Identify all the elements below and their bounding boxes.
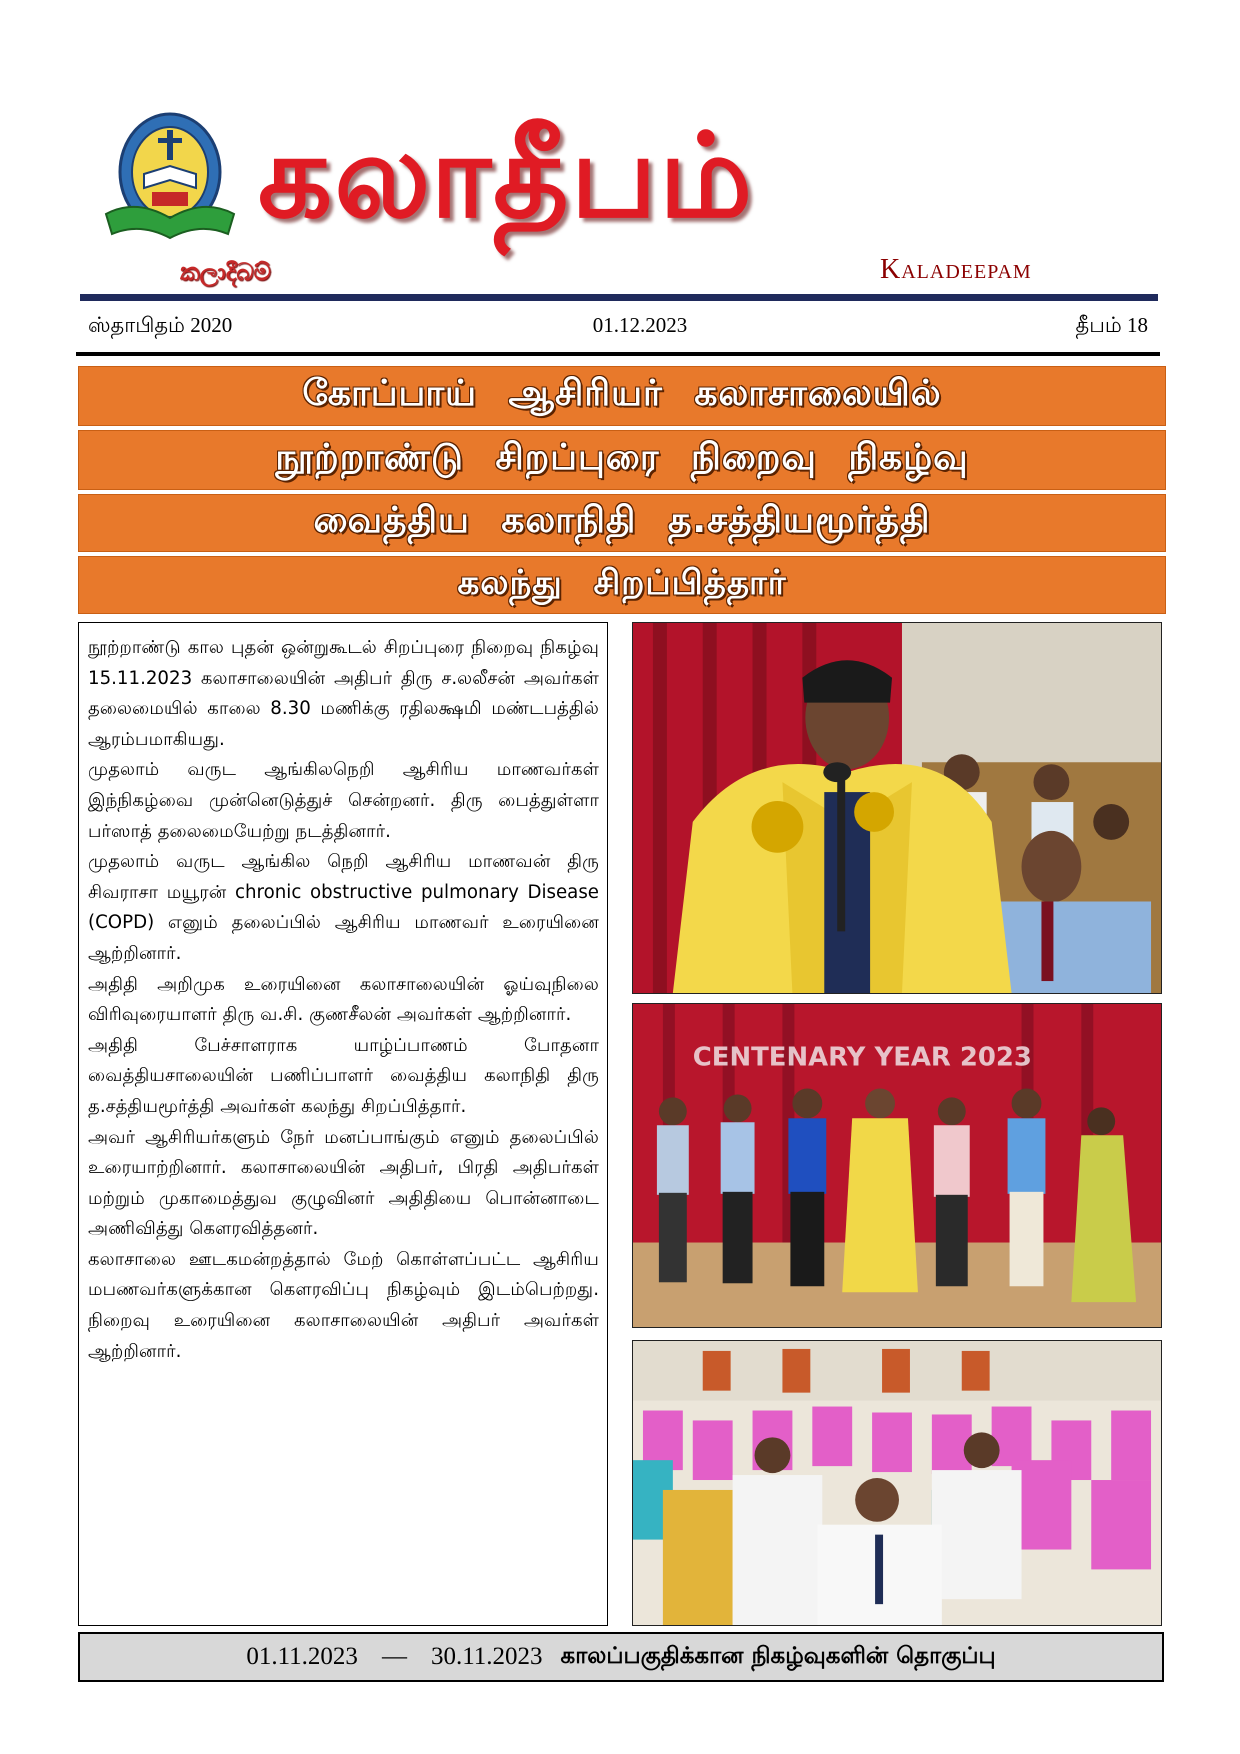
headline-line-2: நூற்றாண்டு சிறப்புரை நிறைவு நிகழ்வு bbox=[78, 430, 1166, 490]
photo-chief-guest-speech bbox=[632, 622, 1162, 994]
meta-rule bbox=[76, 352, 1160, 356]
photo-audience bbox=[632, 1340, 1162, 1626]
period-summary-bar bbox=[78, 1632, 1164, 1682]
period-summary-label: காலப்பகுதிக்கான நிகழ்வுகளின் தொகுப்பு bbox=[560, 1642, 996, 1669]
period-start-date: 01.11.2023 bbox=[246, 1643, 358, 1670]
photo-group bbox=[632, 1003, 1162, 1328]
headline-line-4: கலந்து சிறப்பித்தார் bbox=[78, 556, 1166, 614]
masthead-english-title: Kaladeepam bbox=[880, 254, 1032, 285]
photo-banner-text: CENTENARY YEAR 2023 bbox=[692, 1042, 1032, 1073]
founded-year: ஸ்தாபிதம் 2020 bbox=[88, 313, 233, 337]
article-paragraph: நூற்றாண்டு கால புதன் ஒன்றுகூடல் சிறப்புரை நிறைவு நிகழ்வு 15.11.2023 கலாசாலையின் அதிபர் திரு ச.லலீசன் அவர்கள் தலைமையில் காலை 8.30 மணிக்கு ரதிலக்ஷமி மண்டபத்தில் ஆரம்பமாகியது. bbox=[88, 637, 599, 750]
issue-date: 01.12.2023 bbox=[592, 313, 688, 337]
headline-line-1: கோப்பாய் ஆசிரியர் கலாசாலையில் bbox=[78, 366, 1166, 426]
period-end-date: 30.11.2023 bbox=[430, 1643, 543, 1670]
article-body bbox=[78, 622, 608, 1626]
article-paragraph: முதலாம் வருட ஆங்கில நெறி ஆசிரிய மாணவன் திரு சிவராசா மயூரன் chronic obstructive pulmonary Disease (COPD) எனும் தலைப்பில் ஆசிரிய மாணவர் உரையினை ஆற்றினார். bbox=[88, 851, 599, 964]
masthead-rule bbox=[80, 294, 1158, 301]
headline-line-3: வைத்திய கலாநிதி த.சத்தியமூர்த்தி bbox=[78, 494, 1166, 552]
masthead-title: கலாதீபம் bbox=[258, 109, 755, 244]
article-paragraph: அவர் ஆசிரியர்களும் நேர் மனப்பாங்கும் எனும் தலைப்பில் உரையாற்றினார். கலாசாலையின் அதிபர், பிரதி அதிபர்கள் மற்றும் முகாமைத்துவ குழுவினர் அதிதியை பொன்னாடை அணிவித்து கௌரவித்தனர். bbox=[88, 1126, 599, 1240]
masthead-sinhala-title: කලාදීබම් bbox=[180, 258, 271, 286]
period-dash: — bbox=[381, 1643, 407, 1670]
article-paragraph: அதிதி பேச்சாளராக யாழ்ப்பாணம் போதனா வைத்தியசாலையின் பணிப்பாளர் வைத்திய கலாநிதி திரு த.சத்தியமூர்த்தி அவர்கள் கலந்து சிறப்பித்தார். bbox=[88, 1034, 599, 1117]
college-logo bbox=[100, 110, 240, 250]
article-paragraph: அதிதி அறிமுக உரையினை கலாசாலையின் ஓய்வுநிலை விரிவுரையாளர் திரு வ.சி. குணசீலன் அவர்கள் ஆற்றினார். bbox=[88, 973, 599, 1026]
article-paragraph: முதலாம் வருட ஆங்கிலநெறி ஆசிரிய மாணவர்கள் இந்நிகழ்வை முன்னெடுத்துச் சென்றனர். திரு பைத்துள்ளா பர்ஸாத் தலைமையேற்று நடத்தினார். bbox=[88, 759, 599, 842]
article-paragraph: கலாசாலை ஊடகமன்றத்தால் மேற் கொள்ளப்பட்ட ஆசிரிய மபணவர்களுக்கான கௌரவிப்பு நிகழ்வும் இடம்பெற்றது. நிறைவு உரையினை கலாசாலையின் அதிபர் அவர்கள் ஆற்றினார். bbox=[88, 1248, 599, 1362]
issue-number: தீபம் 18 bbox=[1075, 313, 1148, 337]
